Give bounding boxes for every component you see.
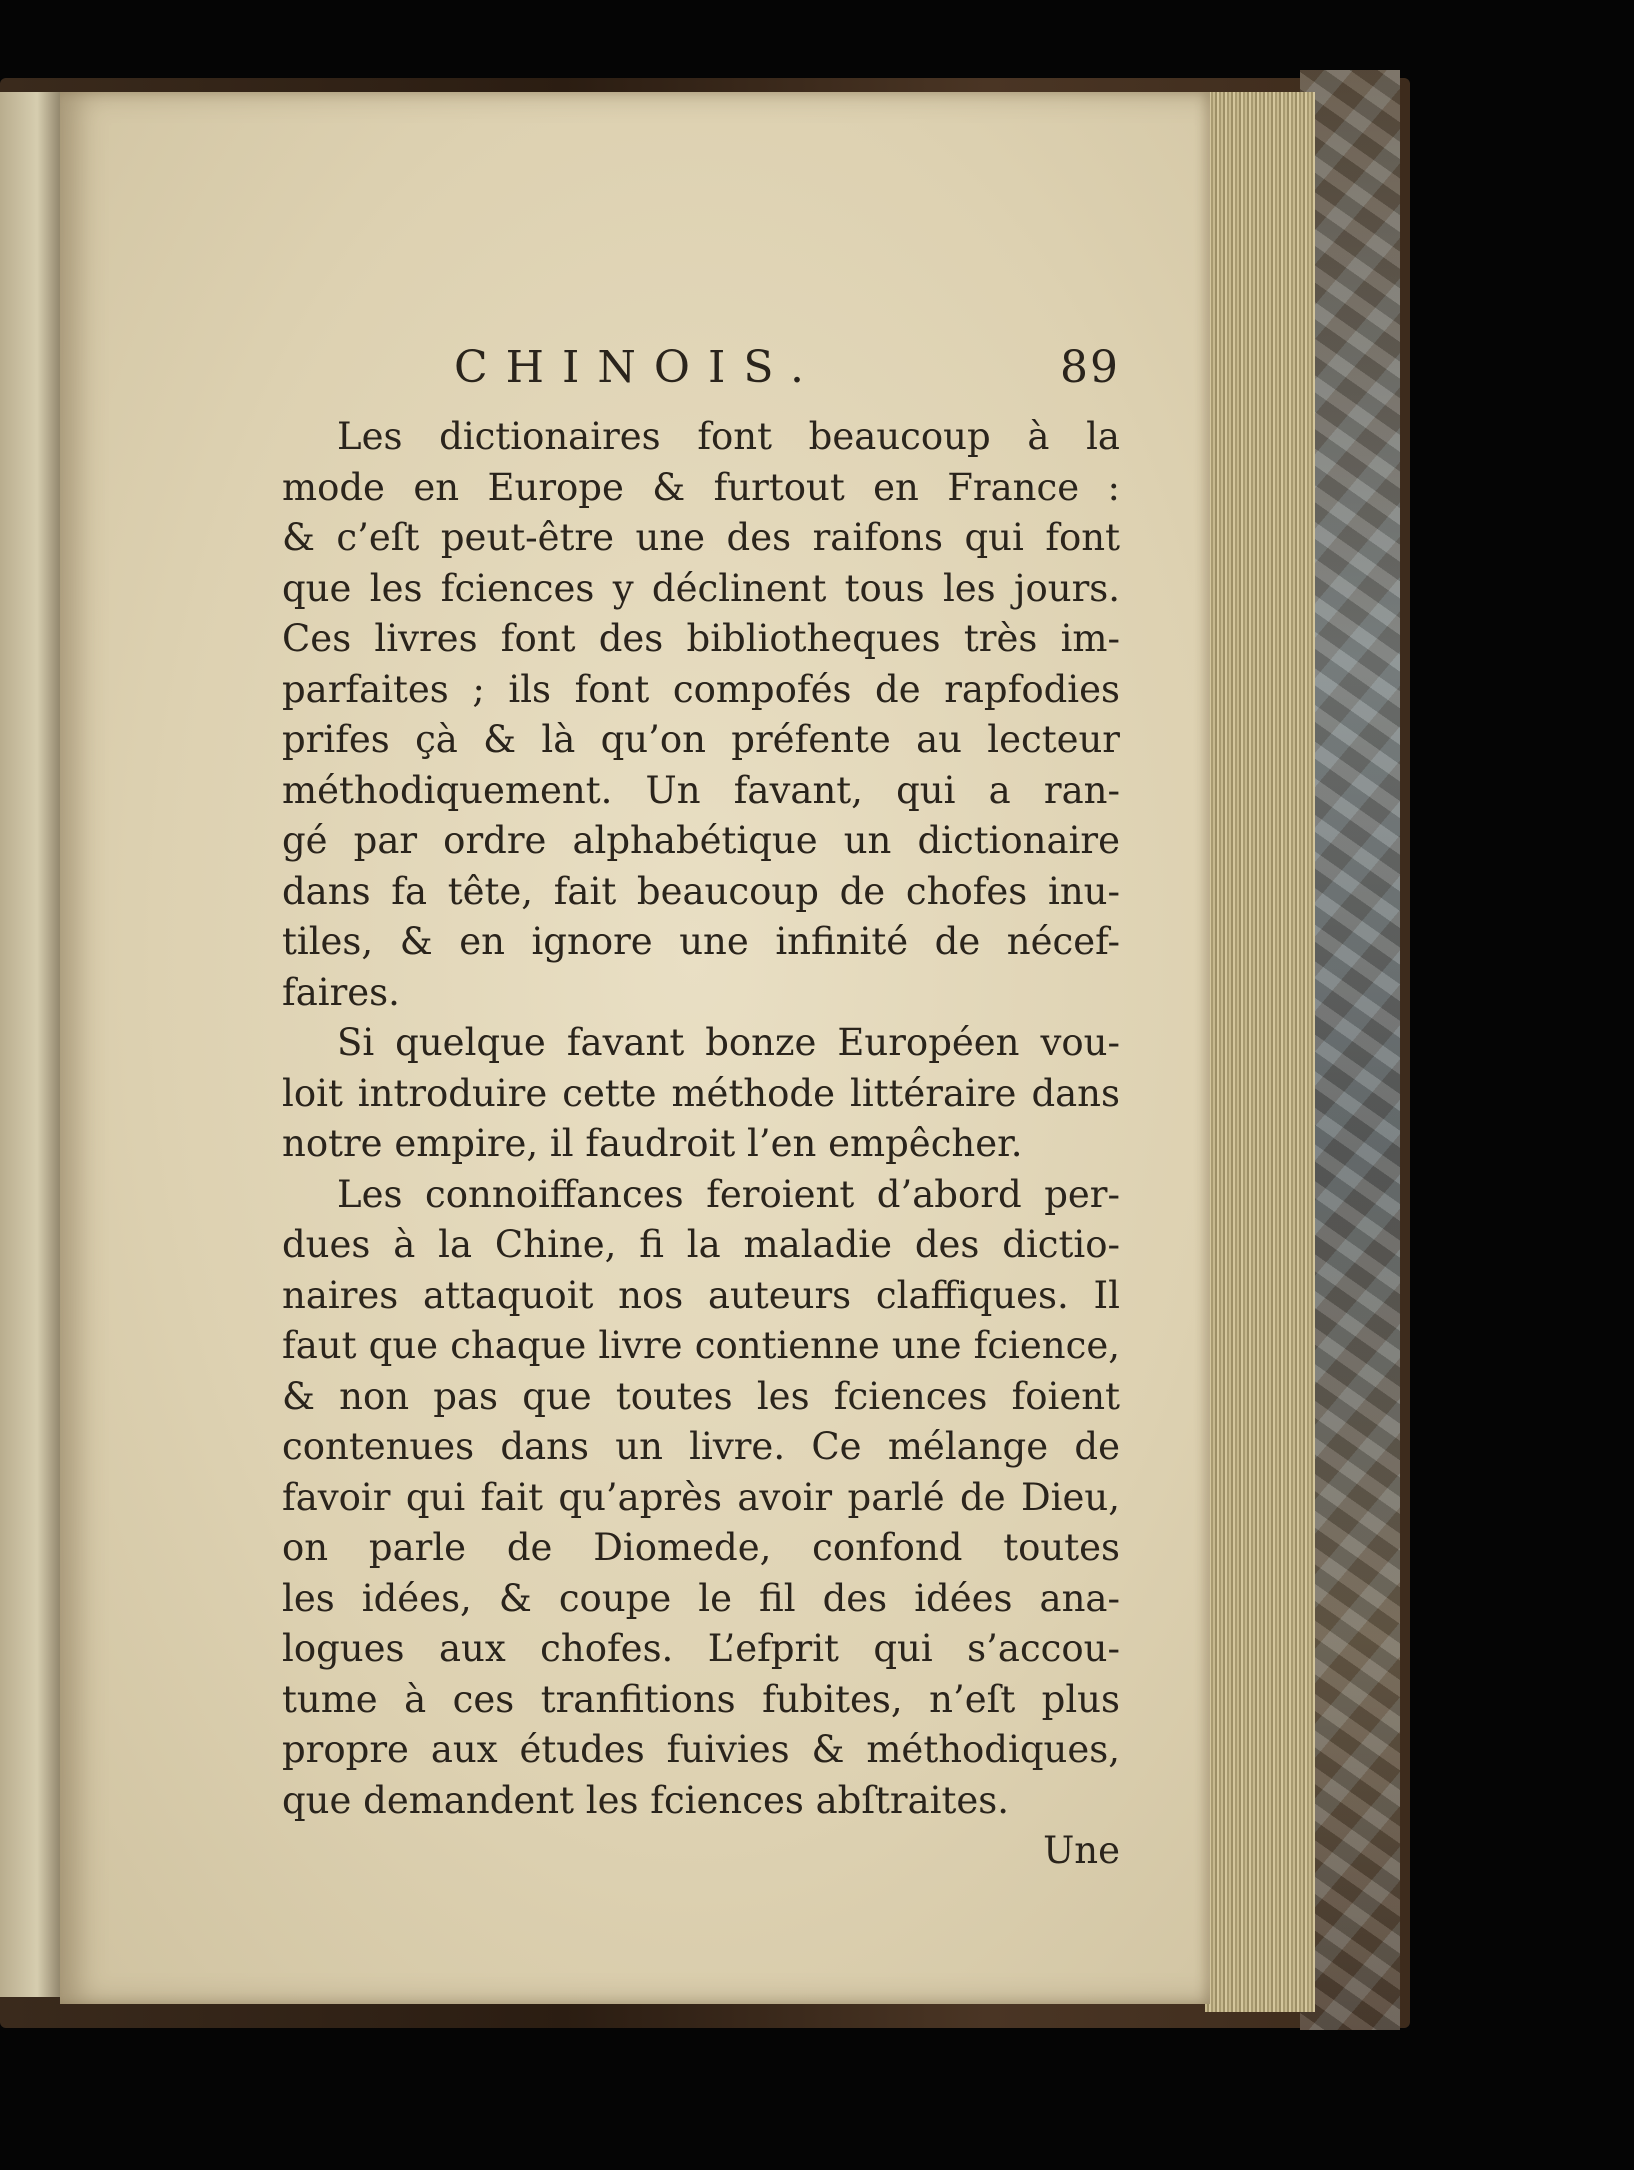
text-line: faires.	[282, 970, 400, 1014]
text-line: dues à la Chine, fi la maladie des dictio-	[282, 1223, 1120, 1266]
text-lines	[282, 412, 1120, 1826]
marbled-board	[1300, 70, 1400, 2030]
text-line: naires attaquoit nos auteurs claffiques. Il	[282, 1273, 1120, 1317]
facing-page	[0, 92, 62, 1997]
page-text	[282, 342, 1120, 1877]
running-head	[282, 342, 1120, 412]
text-line: propre aux études fuivies & méthodiques,	[282, 1728, 1120, 1771]
text-line: Si quelque favant bonze Européen vou-	[337, 1021, 1120, 1064]
text-line: & non pas que toutes les fciences foient	[282, 1374, 1120, 1418]
text-line: que demandent les fciences abſtraites.	[282, 1778, 1009, 1822]
text-line: logues aux chofes. L’efprit qui s’accou-	[282, 1627, 1120, 1670]
text-line: Ces livres font des bibliotheques très im-	[282, 617, 1120, 660]
text-line: prifes çà & là qu’on préfente au lecteur	[282, 718, 1120, 761]
text-line: contenues dans un livre. Ce mélange de	[282, 1425, 1120, 1468]
text-line: gé par ordre alphabétique un dictionaire	[282, 819, 1120, 862]
running-head-title: CHINOIS.	[454, 342, 822, 393]
catchword: Une	[1043, 1829, 1120, 1872]
text-line: les idées, & coupe le fil des idées ana-	[282, 1576, 1120, 1620]
text-line: & c’eſt peut-être une des raifons qui font	[282, 516, 1120, 559]
text-line: tiles, & en ignore une infinité de nécef-	[282, 920, 1120, 963]
text-line: favoir qui fait qu’après avoir parlé de Dieu,	[282, 1475, 1120, 1519]
page-number: 89	[1060, 342, 1120, 393]
page-edges	[1205, 92, 1315, 2012]
text-line: dans fa tête, fait beaucoup de chofes inu-	[282, 869, 1120, 913]
text-line: Les dictionaires font beaucoup à la	[337, 415, 1120, 458]
text-line: méthodiquement. Un favant, qui a ran-	[282, 768, 1120, 812]
text-line: Les connoiffances feroient d’abord per-	[337, 1172, 1120, 1216]
text-line: parfaites ; ils font compofés de rapfodies	[282, 667, 1120, 711]
text-line: on parle de Diomede, confond toutes	[282, 1526, 1120, 1569]
book-page	[60, 92, 1210, 2004]
text-line: que les fciences y déclinent tous les jours.	[282, 566, 1120, 610]
text-line: mode en Europe & furtout en France :	[282, 465, 1120, 509]
text-line: notre empire, il faudroit l’en empêcher.	[282, 1122, 1023, 1165]
text-line: tume à ces tranfitions fubites, n’eſt plus	[282, 1677, 1120, 1721]
text-line: faut que chaque livre contienne une fcience,	[282, 1324, 1120, 1367]
text-line: loit introduire cette méthode littéraire dans	[282, 1071, 1120, 1115]
